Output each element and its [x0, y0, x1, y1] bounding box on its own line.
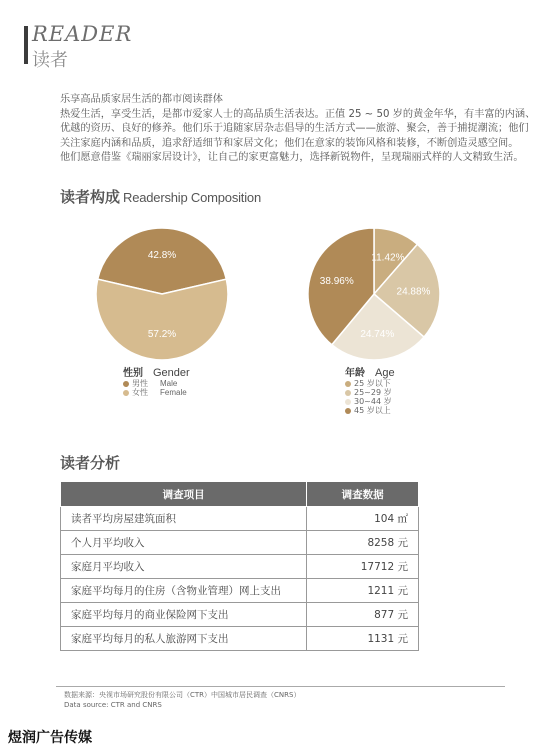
table-row	[61, 627, 419, 651]
gender-slice-label: 42.8%	[147, 249, 177, 261]
gender-legend	[123, 364, 190, 397]
intro-line: 关注家庭内涵和品质，追求舒适细节和家居文化；他们在意家的装饰风格和装修，不断创造灵感空间。	[60, 137, 519, 149]
legend-item-male	[123, 379, 190, 388]
legend-label-cn: 女性	[132, 388, 148, 397]
row-item: 读者平均房屋建筑面积	[61, 507, 307, 531]
row-item: 家庭月平均收入	[61, 555, 307, 579]
legend-swatch-female	[123, 390, 129, 396]
table-row	[61, 531, 419, 555]
row-value: 17712 元	[307, 555, 419, 579]
column-header-item: 调查项目	[61, 482, 307, 507]
table-row	[61, 603, 419, 627]
gender-legend-title-en: Gender	[153, 367, 190, 379]
composition-title	[60, 186, 261, 207]
row-value: 104 ㎡	[307, 507, 419, 531]
legend-item-under-25	[345, 379, 395, 388]
legend-swatch	[345, 408, 351, 414]
age-slice-label: 11.42%	[371, 252, 405, 264]
brand-watermark: 煜润广告传媒	[8, 730, 92, 746]
row-item: 个人月平均收入	[61, 531, 307, 555]
age-pie-chart	[307, 227, 441, 361]
legend-item-over-45	[345, 406, 395, 415]
age-slice-label: 24.74%	[360, 328, 395, 340]
legend-item-female	[123, 388, 190, 397]
row-value: 1211 元	[307, 579, 419, 603]
legend-label-en: Female	[160, 388, 187, 397]
legend-label: 45 岁以上	[354, 406, 391, 415]
source-en: Data source: CTR and CNRS	[64, 700, 162, 709]
age-slice-label: 24.88%	[396, 286, 431, 298]
composition-title-en: Readership Composition	[123, 190, 261, 205]
row-item: 家庭平均每月的私人旅游网下支出	[61, 627, 307, 651]
composition-title-cn: 读者构成	[60, 188, 121, 206]
age-legend-title	[345, 364, 395, 379]
gender-pie-chart	[95, 227, 229, 361]
header-bar	[24, 26, 28, 64]
legend-label: 25 岁以下	[354, 379, 391, 388]
survey-table	[60, 481, 419, 651]
legend-label-en: Male	[160, 379, 178, 388]
legend-label: 30~44 岁	[354, 397, 392, 406]
intro-line: 乐享高品质家居生活的都市阅读群体	[60, 94, 223, 105]
data-source	[64, 691, 300, 710]
table-row	[61, 507, 419, 531]
gender-slice-label: 57.2%	[147, 329, 177, 341]
legend-swatch	[345, 381, 351, 387]
age-legend-title-cn: 年龄	[345, 368, 365, 379]
legend-item-25-29	[345, 388, 395, 397]
age-legend	[345, 364, 395, 415]
header-title-cn: 读者	[32, 50, 68, 71]
legend-swatch	[345, 390, 351, 396]
analysis-title: 读者分析	[60, 454, 121, 472]
row-value: 877 元	[307, 603, 419, 627]
column-header-data: 调查数据	[307, 482, 419, 507]
intro-text	[60, 93, 536, 166]
age-legend-title-en: Age	[375, 367, 395, 379]
source-cn: 数据来源：央视市场研究股份有限公司（CTR）中国城市居民调查（CNRS）	[64, 691, 301, 699]
table-header-row	[61, 482, 419, 507]
legend-label-cn: 男性	[132, 379, 148, 388]
legend-swatch	[345, 399, 351, 405]
intro-line: 他们愿意借鉴《瑞丽家居设计》，让自己的家更富魅力，选择新锐物件，呈现瑞丽式样的人文精致生活。	[60, 152, 524, 164]
legend-label: 25~29 岁	[354, 388, 392, 397]
legend-item-30-44	[345, 397, 395, 406]
row-value: 8258 元	[307, 531, 419, 555]
row-item: 家庭平均每月的商业保险网下支出	[61, 603, 307, 627]
footer-divider	[56, 686, 505, 687]
gender-legend-title-cn: 性别	[123, 368, 143, 379]
header-title-en: READER	[32, 22, 133, 46]
table-row	[61, 555, 419, 579]
row-item: 家庭平均每月的住房（含物业管理）网上支出	[61, 579, 307, 603]
age-slice-label: 38.96%	[319, 276, 354, 288]
intro-line: 优越的资历、良好的修养。他们乐于追随家居杂志倡导的生活方式——旅游、聚会，善于捕捉潮流；他们	[60, 123, 529, 135]
gender-legend-title	[123, 364, 190, 379]
intro-line: 热爱生活，享受生活，是都市爱家人士的高品质生活表达。正值 25 ~ 50 岁的黄金年华，有丰富的内涵、	[60, 108, 536, 120]
legend-swatch-male	[123, 381, 129, 387]
table-row	[61, 579, 419, 603]
row-value: 1131 元	[307, 627, 419, 651]
